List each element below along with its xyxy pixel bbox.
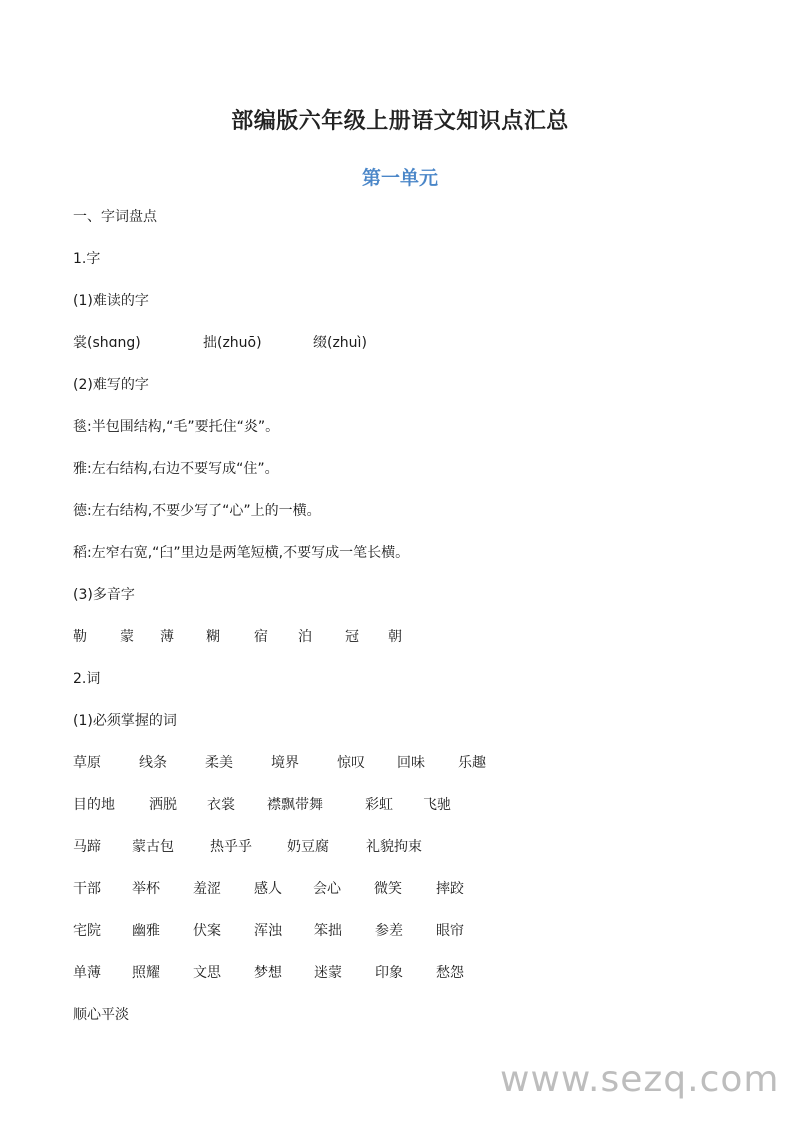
word-item: 宅院 (73, 923, 101, 939)
word-item: 微笑 (374, 881, 402, 897)
word-item: 洒脱 (149, 797, 177, 813)
hard-to-write-item: 雅:左右结构,右边不要写成“住”。 (73, 461, 279, 477)
word-row (73, 963, 476, 983)
word-item: 草原 (73, 755, 101, 771)
word-item: 文思 (193, 965, 221, 981)
section-heading: 一、字词盘点 (73, 209, 157, 225)
polyphonic-char: 蒙 (120, 629, 134, 645)
word-item: 羞涩 (193, 881, 221, 897)
word-item: 伏案 (193, 923, 221, 939)
subsection-polyphonic: (3)多音字 (73, 587, 135, 603)
word-item: 梦想 (254, 965, 282, 981)
word-item: 柔美 (205, 755, 233, 771)
hard-to-read-item: 裳(shɑng) (73, 335, 141, 351)
word-item: 参差 (375, 923, 403, 939)
hard-to-read-item: 缀(zhuì) (313, 335, 367, 351)
word-item: 印象 (375, 965, 403, 981)
subsection-words: 2.词 (73, 671, 101, 687)
subsection-hard-to-write: (2)难写的字 (73, 377, 149, 393)
polyphonic-char: 冠 (345, 629, 359, 645)
word-row (73, 795, 463, 815)
polyphonic-char: 薄 (160, 629, 174, 645)
subsection-characters: 1.字 (73, 251, 101, 267)
word-item: 感人 (254, 881, 282, 897)
hard-to-write-item: 毯:半包围结构,“毛”要托住“炎”。 (73, 419, 280, 435)
unit-title: 第一单元 (361, 167, 438, 189)
polyphonic-char: 糊 (206, 629, 220, 645)
hard-to-write-item: 德:左右结构,不要少写了“心”上的一横。 (73, 503, 321, 519)
polyphonic-row (73, 627, 418, 647)
word-item: 笨拙 (314, 923, 342, 939)
word-row (73, 837, 436, 857)
word-row (73, 753, 498, 773)
word-item: 干部 (73, 881, 101, 897)
word-item: 愁怨 (436, 965, 464, 981)
word-item: 礼貌拘束 (366, 839, 422, 855)
word-row (73, 921, 476, 941)
word-row (73, 879, 476, 899)
hard-to-read-row (73, 333, 423, 353)
word-item: 目的地 (73, 797, 115, 813)
word-item: 彩虹 (365, 797, 393, 813)
word-item: 浑浊 (254, 923, 282, 939)
word-item: 眼帘 (436, 923, 464, 939)
hard-to-read-item: 拙(zhuō) (203, 335, 262, 351)
page-title: 部编版六年级上册语文知识点汇总 (231, 109, 569, 134)
word-item: 惊叹 (337, 755, 365, 771)
subsection-must-master: (1)必须掌握的词 (73, 713, 177, 729)
word-item: 摔跤 (436, 881, 464, 897)
word-item: 单薄 (73, 965, 101, 981)
polyphonic-char: 泊 (298, 629, 312, 645)
word-item: 举杯 (132, 881, 160, 897)
word-item: 乐趣 (458, 755, 486, 771)
word-item: 奶豆腐 (287, 839, 329, 855)
word-item: 照耀 (132, 965, 160, 981)
word-item: 襟飘带舞 (267, 797, 323, 813)
word-item: 线条 (139, 755, 167, 771)
word-item: 会心 (313, 881, 341, 897)
word-item: 飞驰 (423, 797, 451, 813)
hard-to-write-item: 稻:左窄右宽,“臼”里边是两笔短横,不要写成一笔长横。 (73, 545, 410, 561)
polyphonic-char: 朝 (388, 629, 402, 645)
word-item: 境界 (271, 755, 299, 771)
watermark: www.sezq.com (500, 1059, 780, 1100)
polyphonic-char: 勒 (73, 629, 87, 645)
subsection-hard-to-read: (1)难读的字 (73, 293, 149, 309)
word-item: 热乎乎 (210, 839, 252, 855)
word-item: 衣裳 (207, 797, 235, 813)
word-item: 迷蒙 (314, 965, 342, 981)
polyphonic-char: 宿 (254, 629, 268, 645)
word-item: 回味 (397, 755, 425, 771)
word-item: 马蹄 (73, 839, 101, 855)
word-item: 蒙古包 (132, 839, 174, 855)
word-item: 顺心平淡 (73, 1007, 129, 1023)
word-item: 幽雅 (132, 923, 160, 939)
